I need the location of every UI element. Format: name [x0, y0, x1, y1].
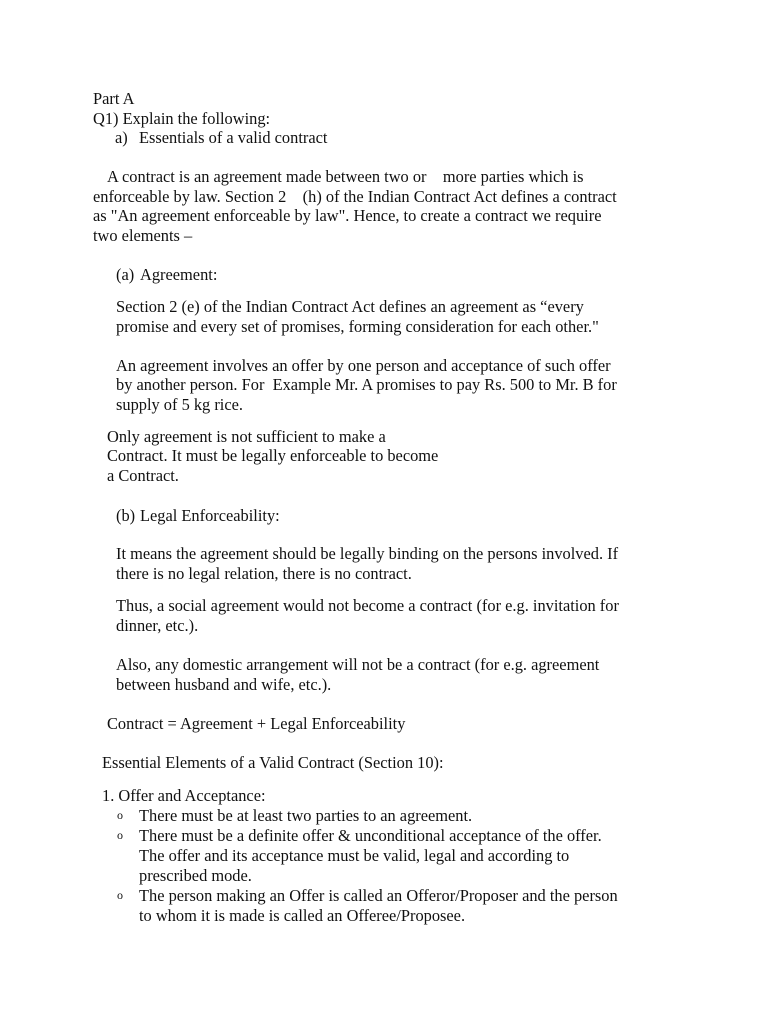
- document-page: Part A Q1) Explain the following: a) Essentials of a valid contract A contract is an agreement made between two or more parties which is enforceable by law. Section 2 (h) of the Indian Contract Act defines a contract as "An agreement enforceable by law". Hence, to create a contract we require two elements – (a) Agreement: Section 2 (e) of the Indian Contract Act defines an agreement as “every promise and every set of promises, forming consideration for each other." An agreement involves an offer by one person and acceptance of such offer by another person. For Example Mr. A promises to pay Rs. 500 to Mr. B for supply of 5 kg rice. Only agreement is not sufficient to make a Contract. It must be legally enforceable to become a Contract. (b) Legal Enforceability: It means the agreement should be legally binding on the persons involved. If there is no legal relation, there is no contract. Thus, a social agreement would not become a contract (for e.g. invitation for dinner, etc.). Also, any domestic arrangement will not be a contract (for e.g. agreement between husband and wife, etc.). Contract = Agreement + Legal Enforceability Essential Elements of a Valid Contract (Section 10): 1. Offer and Acceptance: o There must be at least two parties to an agreement. o There must be a definite offer & unconditional acceptance of the offer. The offer and its acceptance must be valid, legal and according to prescribed mode. o The person making an Offer is called an Offeror/Proposer and the person to whom it is made is called an Offeree/Proposee.: [93, 89, 619, 925]
- offer-acceptance-heading: 1. Offer and Acceptance:: [102, 786, 266, 805]
- bullet-marker: o: [117, 808, 123, 822]
- part-heading: Part A: [93, 89, 135, 108]
- bullet-marker: o: [117, 888, 123, 902]
- agreement-label: (a): [116, 265, 135, 284]
- contract-formula: Contract = Agreement + Legal Enforceability: [107, 714, 406, 733]
- question-heading: Q1) Explain the following:: [93, 109, 271, 128]
- sub-title: Essentials of a valid contract: [139, 128, 328, 147]
- elements-heading: Essential Elements of a Valid Contract (Section 10):: [102, 753, 444, 772]
- legal-label: (b): [116, 506, 136, 525]
- sub-label: a): [115, 128, 128, 147]
- bullet-marker: o: [117, 828, 123, 842]
- agreement-heading: Agreement:: [140, 265, 218, 284]
- legal-heading: Legal Enforceability:: [140, 506, 280, 525]
